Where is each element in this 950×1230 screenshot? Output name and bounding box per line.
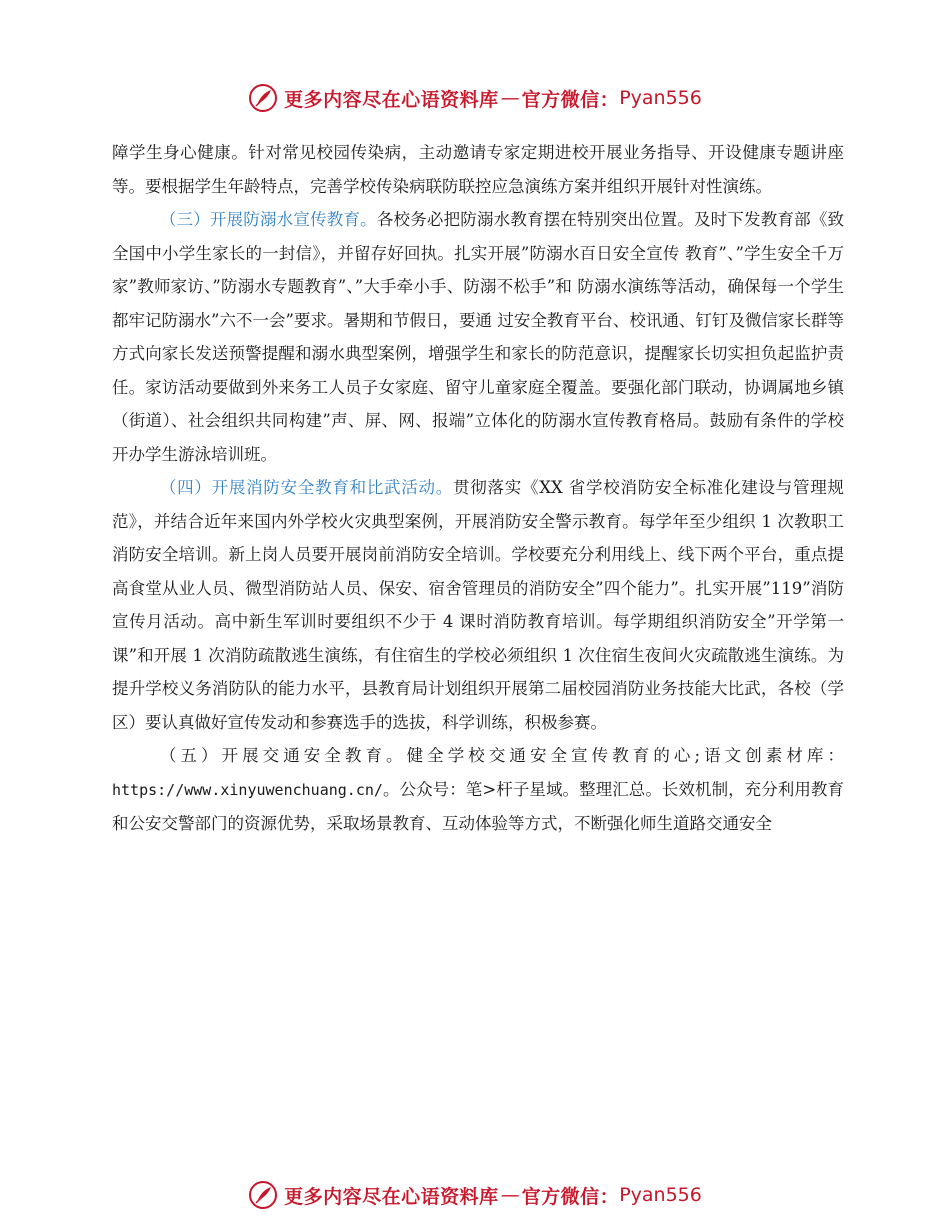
feather-quill-logo-icon	[248, 1180, 278, 1210]
document-body	[112, 136, 844, 841]
section-heading-drowning: （三）开展防溺水宣传教育。	[159, 210, 377, 229]
banner-text: 更多内容尽在心语资料库	[284, 88, 499, 111]
paragraph-traffic-tail: 。公众号：笔>杆子星域。整理汇总。长效机制，充分利用教育和公安交警部门的资源优势，采取场景教育、互动体验等方式，不断强化师生道路交通安全	[112, 779, 844, 833]
header-watermark-banner	[0, 78, 950, 118]
paragraph-traffic-lead: （五）开展交通安全教育。健全学校交通安全宣传教育的心;语文创素材库：	[159, 746, 844, 765]
footer-watermark-banner	[0, 1175, 950, 1215]
banner-separator: —	[500, 1184, 520, 1206]
banner-official: 官方微信：	[521, 1185, 620, 1208]
paragraph-drowning-text: 各校务必把防溺水教育摆在特别突出位置。及时下发教育部《致全国中小学生家长的一封信》，并留存好回执。扎实开展”防溺水百日安全宣传 教育”、”学生安全千万家”教师家访、”防溺水专题教育”、”大手牵小手、防溺不松手”和 防溺水演练等活动，确保每一个学生都牢记防溺水”六不一会”要求。暑期和节假日，要通 过安全教育平台、校讯通、钉钉及微信家长群等方式向家长发送预警提醒和溺水典型案例，增强学生和家长的防范意识，提醒家长切实担负起监护责任。家访活动要做到外来务工人员子女家庭、留守儿童家庭全覆盖。要强化部门联动，协调属地乡镇（街道）、社会组织共同构建”声、屏、网、报端”立体化的防溺水宣传教育格局。鼓励有条件的学校开办学生游泳培训班。	[112, 210, 845, 464]
feather-quill-logo-icon	[248, 83, 278, 113]
banner-id: Pyan556	[619, 1184, 702, 1206]
banner-id: Pyan556	[619, 87, 702, 109]
paragraph-fire-safety	[112, 471, 844, 739]
banner-separator: —	[500, 87, 520, 109]
paragraph-drowning	[112, 203, 844, 471]
paragraph-continuation: 障学生身心健康。针对常见校园传染病，主动邀请专家定期进校开展业务指导、开设健康专题讲座等。要根据学生年龄特点，完善学校传染病联防联控应急演练方案并组织开展针对性演练。	[112, 143, 844, 196]
banner-text: 更多内容尽在心语资料库	[284, 1185, 499, 1208]
banner-official: 官方微信：	[521, 88, 620, 111]
paragraph-fire-safety-text: 贯彻落实《XX 省学校消防安全标准化建设与管理规范》，并结合近年来国内外学校火灾典型案例，开展消防安全警示教育。每学年至少组织 1 次教职工消防安全培训。新上岗人员要开展岗前消防安全培训。学校要充分利用线上、线下两个平台，重点提高食堂从业人员、微型消防站人员、保安、宿舍管理员的消防安全”四个能力”。扎实开展”119”消防宣传月活动。高中新生军训时要组织不少于 4 课时消防教育培训。每学期组织消防安全”开学第一课”和开展 1 次消防疏散逃生演练，有住宿生的学校必须组织 1 次住宿生夜间火灾疏散逃生演练。为提升学校义务消防队的能力水平，县教育局计划组织开展第二届校园消防业务技能大比武，各校（学区）要认真做好宣传发动和参赛选手的选拔，科学训练，积极参赛。	[112, 478, 844, 732]
section-heading-fire-safety: （四）开展消防安全教育和比武活动。	[159, 478, 454, 497]
source-url-link[interactable]: https://www.xinyuwenchuang.cn/	[112, 780, 383, 799]
paragraph-traffic-safety	[112, 739, 844, 841]
